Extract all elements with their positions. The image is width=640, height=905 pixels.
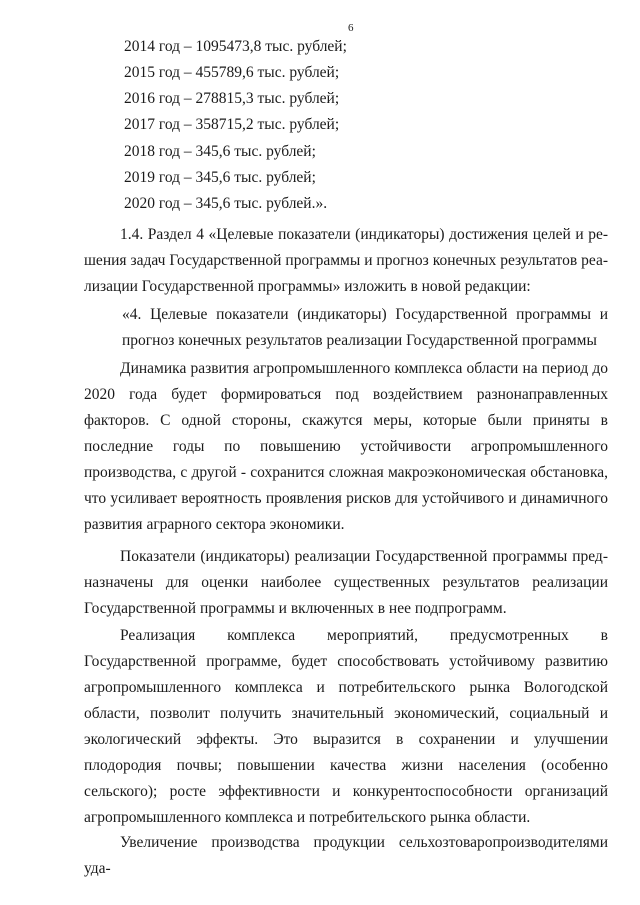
quoted-section-heading: «4. Целевые показатели (индикаторы) Государственной программы и прогноз конечных результатов реализации Государственной программы bbox=[122, 306, 608, 349]
body-paragraph: Увеличение производства продукции сельхозтоваропроизводителями уда- bbox=[84, 834, 608, 877]
funding-line: 2017 год – 358715,2 тыс. рублей; bbox=[124, 116, 340, 133]
section-amendment-paragraph: 1.4. Раздел 4 «Целевые показатели (индикаторы) достижения целей и решения задач Государственной программы и прогноз конечных результатов реализации Государственной программы» изложить в новой редакции: bbox=[84, 226, 608, 295]
funding-line: 2014 год – 1095473,8 тыс. рублей; bbox=[124, 38, 347, 55]
page-number: 6 bbox=[348, 22, 354, 34]
body-paragraph: Показатели (индикаторы) реализации Государственной программы предназначены для оценки наиболее существенных результатов реализации Государственной программы и включенных в нее подпрограмм. bbox=[84, 548, 608, 617]
funding-line: 2016 год – 278815,3 тыс. рублей; bbox=[124, 90, 340, 107]
body-paragraph: Реализация комплекса мероприятий, предусмотренных в Государственной программе, будет способствовать устойчивому развитию агропромышленного комплекса и потребительского рынка Вологодской области, позволит получить значительный экономический, социальный и экологический эффекты. Это выразится в сохранении и улучшении плодородия почвы; повышении качества жизни населения (особенно сельского); росте эффективности и конкурентоспособности организаций агропромышленного комплекса и потребительского рынка области. bbox=[84, 627, 608, 826]
funding-line: 2019 год – 345,6 тыс. рублей; bbox=[124, 169, 316, 186]
funding-line: 2020 год – 345,6 тыс. рублей.». bbox=[124, 195, 328, 212]
funding-line: 2015 год – 455789,6 тыс. рублей; bbox=[124, 64, 340, 81]
funding-line: 2018 год – 345,6 тыс. рублей; bbox=[124, 143, 316, 160]
body-paragraph: Динамика развития агропромышленного комплекса области на период до 2020 года будет формироваться под воздействием разнонаправленных факторов. С одной стороны, скажутся меры, которые были приняты в последние годы по повышению устойчивости агропромышленного производства, с другой - сохранится сложная макроэкономическая обстановка, что усиливает вероятность проявления рисков для устойчивого и динамичного развития аграрного сектора экономики. bbox=[84, 360, 608, 533]
